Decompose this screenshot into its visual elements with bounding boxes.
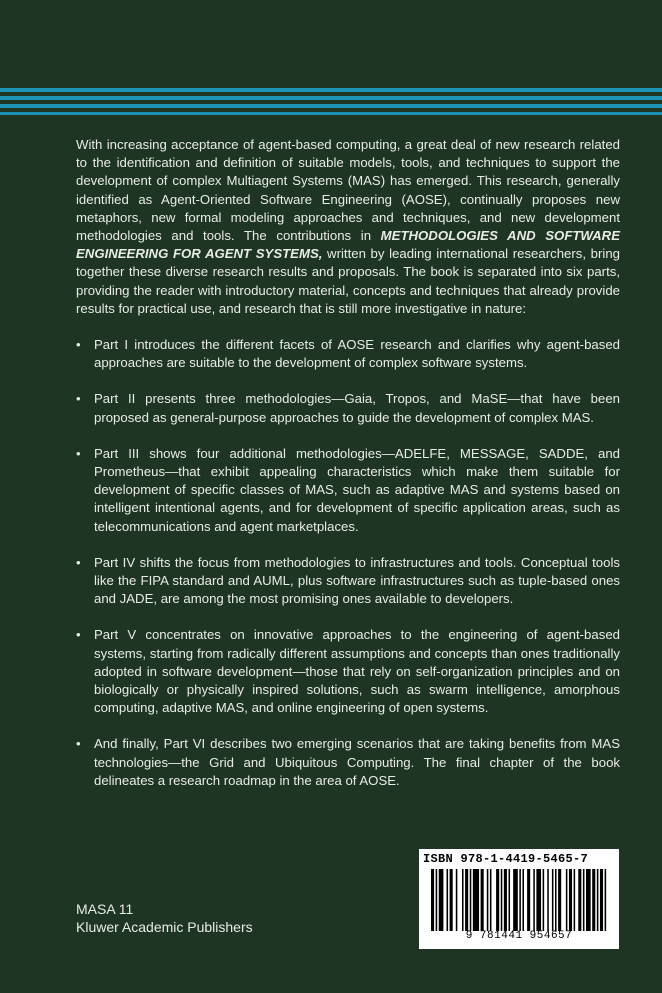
barcode-bar (569, 869, 572, 931)
barcode-bar (536, 869, 541, 931)
barcode-bar (456, 869, 458, 931)
stripe-2 (0, 96, 662, 100)
list-item (76, 626, 620, 717)
book-title: METHODOLOGIES AND SOFTWARE ENGINEERING FOR AGENT SYSTEMS, (76, 228, 620, 262)
part-text: Part III shows four additional methodologies—ADELFE, MESSAGE, SADDE, and Prometheus—that exhibit appealing characteristics which make them suitable for development of specific classes of MAS, such as adaptive MAS and systems based on intelligent intentional agents, and for development of specific application areas, such as telecommunications and agent marketplaces. (94, 445, 620, 534)
barcode-bar (583, 869, 585, 931)
barcode-bar (552, 869, 554, 931)
barcode-bar (574, 869, 576, 931)
part-text: Part I introduces the different facets of AOSE research and clarifies why agent-based approaches are suitable to the development of complex software systems. (94, 337, 620, 371)
barcode-bar (473, 869, 479, 931)
barcode-bar (465, 869, 468, 931)
part-text: Part II presents three methodologies—Gaia, Tropos, and MaSE—that have been proposed as general-purpose approaches to guide the development of complex MAS. (94, 391, 620, 425)
barcode-bar (586, 869, 591, 931)
isbn-barcode (419, 849, 619, 949)
barcode-bar (470, 869, 472, 931)
barcode-bar (578, 869, 581, 931)
barcode-bar (487, 869, 489, 931)
barcode-bar (431, 869, 434, 931)
barcode-bars (431, 869, 607, 931)
barcode-bar (555, 869, 557, 931)
parts-list (76, 336, 620, 790)
barcode-digits: 9 781441 954657 (465, 930, 573, 942)
list-item (76, 336, 620, 372)
publisher-name: Kluwer Academic Publishers (76, 919, 253, 935)
barcode-bar (597, 869, 599, 931)
barcode-bar (504, 869, 507, 931)
stripe-4 (0, 112, 662, 115)
isbn-label: ISBN 978-1-4419-5465-7 (423, 852, 589, 866)
barcode-bar (519, 869, 521, 931)
part-text: Part V concentrates on innovative approaches to the engineering of agent-based systems, starting from radically different assumptions and concepts than ones traditionally adopted in software development—those that rely on self-organization principles and on biologically or physically inspired solutions, such as swarm intelligence, amorphous computing, adaptive MAS, and online engineering of open systems. (94, 627, 620, 716)
intro-after: written by leading international researchers, bring together these diverse research results and proposals. The book is separated into six parts, providing the reader with introductory material, concepts and techniques that already provide results for practical use, and research that is still more investigative in nature: (76, 246, 620, 316)
barcode-bar (558, 869, 561, 931)
barcode-bar (527, 869, 530, 931)
publisher-footer (76, 900, 253, 936)
barcode-bar (496, 869, 499, 931)
barcode-bar (547, 869, 549, 931)
barcode-bar (509, 869, 511, 931)
part-text: And finally, Part VI describes two emerging scenarios that are taking benefits from MAS technologies—the Grid and Ubiquitous Computing. The final chapter of the book delineates a research roadmap in the area of AOSE. (94, 736, 620, 788)
bullet-icon: • (76, 554, 81, 570)
bullet-icon: • (76, 445, 81, 461)
bullet-icon: • (76, 736, 81, 752)
barcode-bar (600, 869, 603, 931)
decorative-stripes (0, 88, 662, 122)
barcode-bar (501, 869, 503, 931)
barcode-bar (533, 869, 535, 931)
barcode-bar (481, 869, 484, 931)
intro-before: With increasing acceptance of agent-based computing, a great deal of new research related to the identification and definition of suitable models, tools, and techniques to support the development of complex Multiagent Systems (MAS) has emerged. This research, generally identified as Agent-Oriented Software Engineering (AOSE), continually proposes new metaphors, new formal modeling approaches and techniques, and new development methodologies and tools. The contributions in (76, 137, 620, 244)
bullet-icon: • (76, 391, 81, 407)
stripe-1 (0, 88, 662, 92)
barcode-bar (450, 869, 453, 931)
barcode-bar (592, 869, 595, 931)
intro-paragraph (76, 136, 620, 318)
barcode-bar (439, 869, 444, 931)
barcode-bar (605, 869, 607, 931)
list-item (76, 735, 620, 790)
barcode-bar (543, 869, 545, 931)
bullet-icon: • (76, 627, 81, 643)
part-text: Part IV shifts the focus from methodologies to infrastructures and tools. Conceptual tools like the FIPA standard and AUML, plus software infrastructures such as tuple-based ones and JADE, are among the most promising ones available to developers. (94, 554, 620, 607)
barcode-bar (462, 869, 464, 931)
barcode-bar (447, 869, 449, 931)
series-label: MASA 11 (76, 901, 134, 917)
back-cover-text (76, 136, 620, 808)
stripe-3 (0, 104, 662, 108)
barcode-bar (490, 869, 492, 931)
barcode-bar (522, 869, 524, 931)
list-item (76, 554, 620, 609)
barcode-bar (436, 869, 438, 931)
list-item (76, 445, 620, 536)
barcode-bar (513, 869, 518, 931)
list-item (76, 390, 620, 426)
bullet-icon: • (76, 337, 81, 353)
barcode-bar (566, 869, 568, 931)
